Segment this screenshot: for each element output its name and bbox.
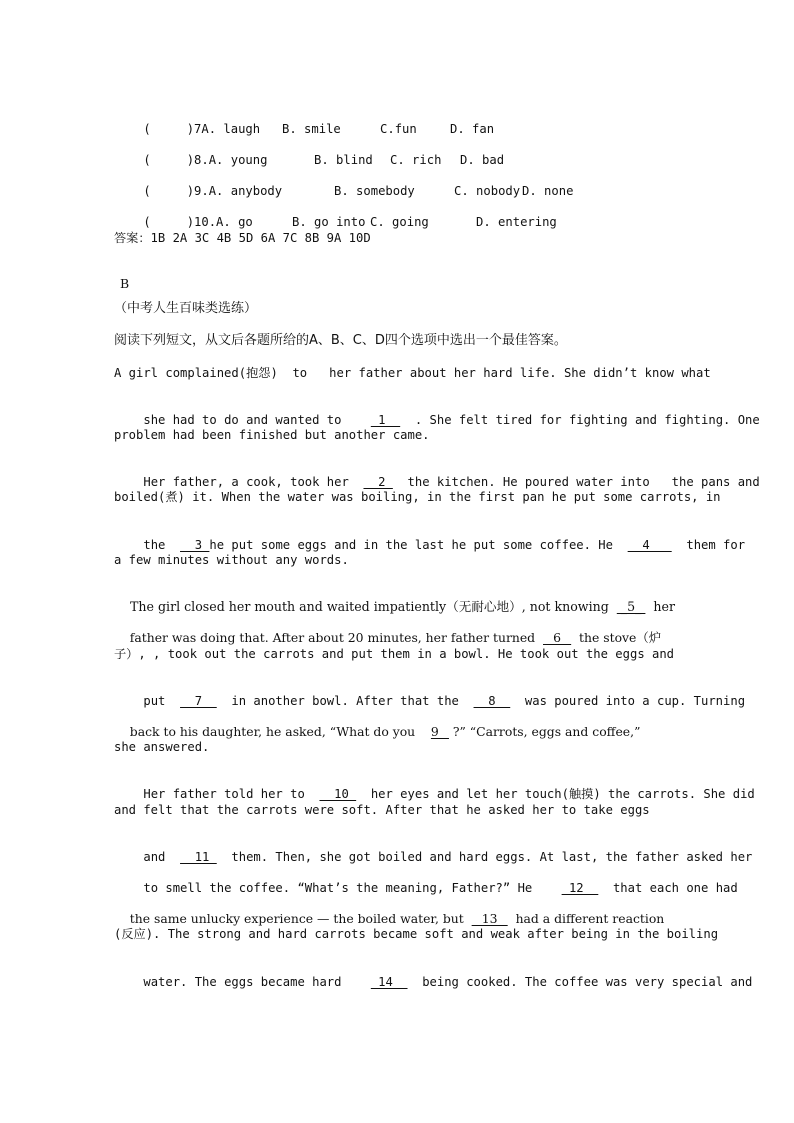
blank-5: _5_ bbox=[616, 599, 646, 614]
passage-line: A girl complained(抱怨) to her father about her hard life. She didn’t know what bbox=[114, 366, 711, 380]
open-paren: ( bbox=[143, 215, 151, 229]
option-c: C. nobody bbox=[454, 184, 521, 198]
option-a: 9.A. anybody bbox=[194, 184, 283, 198]
option-c: C.fun bbox=[380, 122, 417, 136]
passage-line: water. The eggs became hard 14_ being cooked. The coffee was very special and bbox=[143, 975, 753, 989]
close-paren: ) bbox=[186, 184, 195, 198]
blank-7: _7_ bbox=[180, 694, 217, 708]
question-9 bbox=[114, 167, 574, 198]
close-paren: ) bbox=[186, 215, 195, 229]
blank-8: _8_ bbox=[473, 694, 511, 708]
section-subtitle: （中考人生百味类选练） bbox=[114, 301, 258, 316]
passage-line: a few minutes without any words. bbox=[114, 553, 349, 567]
blank-1: 1_ bbox=[370, 413, 401, 427]
answer-key: 答案：1B 2A 3C 4B 5D 6A 7C 8B 9A 10D bbox=[114, 231, 371, 245]
option-b: B. somebody bbox=[334, 184, 415, 198]
option-d: D. fan bbox=[450, 122, 495, 136]
question-8 bbox=[114, 136, 505, 167]
blank-14: 14_ bbox=[370, 975, 408, 989]
passage-line: 子）, , took out the carrots and put them in a bowl. He took out the eggs and bbox=[114, 647, 675, 661]
question-7 bbox=[114, 105, 495, 136]
option-a: 8.A. young bbox=[194, 153, 268, 167]
option-d: D. entering bbox=[476, 215, 557, 229]
open-paren: ( bbox=[143, 153, 151, 167]
passage-line: Her father, a cook, took her _2 the kitchen. He poured water into the pans and bbox=[143, 475, 760, 489]
passage-line: the _3 he put some eggs and in the last he put some coffee. He _4__ them for bbox=[143, 538, 746, 552]
blank-3: _3 bbox=[180, 538, 210, 552]
passage-line: and _11 them. Then, she got boiled and hard eggs. At last, the father asked her bbox=[143, 850, 753, 864]
passage-line: to smell the coffee. “What’s the meaning, Father?” He 12_ that each one had bbox=[143, 881, 738, 895]
passage-line: back to his daughter, he asked, “What do you 9_ ?” “Carrots, eggs and coffee,” bbox=[129, 724, 641, 739]
passage-line: and felt that the carrots were soft. After that he asked her to take eggs bbox=[114, 803, 650, 817]
blank-11: _11 bbox=[180, 850, 217, 864]
open-paren: ( bbox=[143, 184, 151, 198]
passage-line: she had to do and wanted to 1_ . She felt tired for fighting and fighting. One bbox=[143, 413, 760, 427]
blank-2: _2 bbox=[363, 475, 393, 489]
option-c: C. going bbox=[370, 215, 429, 229]
passage-line: The girl closed her mouth and waited impatiently（无耐心地）, not knowing _5_ her bbox=[130, 599, 675, 614]
blank-9: 9_ bbox=[430, 724, 449, 739]
option-d: D. none bbox=[522, 184, 574, 198]
option-b: B. go into bbox=[292, 215, 366, 229]
passage-line: the same unlucky experience — the boiled water, but _13_ had a different reaction bbox=[129, 911, 665, 926]
passage-line: boiled(煮) it. When the water was boiling, in the first pan he put some carrots, in bbox=[114, 490, 721, 504]
option-c: C. rich bbox=[390, 153, 442, 167]
question-10 bbox=[114, 198, 557, 229]
passage-line: Her father told her to _10 her eyes and let her touch(触摸) the carrots. She did bbox=[143, 787, 755, 801]
open-paren: ( bbox=[143, 122, 151, 136]
option-b: B. blind bbox=[314, 153, 373, 167]
blank-13: _13_ bbox=[471, 911, 508, 926]
blank-4: _4__ bbox=[627, 538, 672, 552]
passage-line: put _7_ in another bowl. After that the _8_ was poured into a cup. Turning bbox=[143, 694, 746, 708]
option-d: D. bad bbox=[460, 153, 505, 167]
option-a: 10.A. go bbox=[194, 215, 253, 229]
section-letter: B bbox=[120, 276, 130, 291]
passage-line: problem had been finished but another came. bbox=[114, 428, 430, 442]
blank-10: _10 bbox=[319, 787, 357, 801]
passage-line: father was doing that. After about 20 minutes, her father turned _6_ the stove（炉 bbox=[129, 630, 662, 645]
close-paren: ) bbox=[186, 153, 195, 167]
option-a: 7A. laugh bbox=[194, 122, 261, 136]
blank-12: 12_ bbox=[561, 881, 599, 895]
blank-6: _6_ bbox=[543, 630, 572, 645]
passage-line: she answered. bbox=[114, 740, 210, 754]
passage-line: (反应). The strong and hard carrots became soft and weak after being in the boiling bbox=[114, 927, 719, 941]
option-b: B. smile bbox=[282, 122, 341, 136]
close-paren: ) bbox=[186, 122, 195, 136]
instructions: 阅读下列短文，从文后各题所给的A、B、C、D四个选项中选出一个最佳答案。 bbox=[114, 333, 567, 348]
